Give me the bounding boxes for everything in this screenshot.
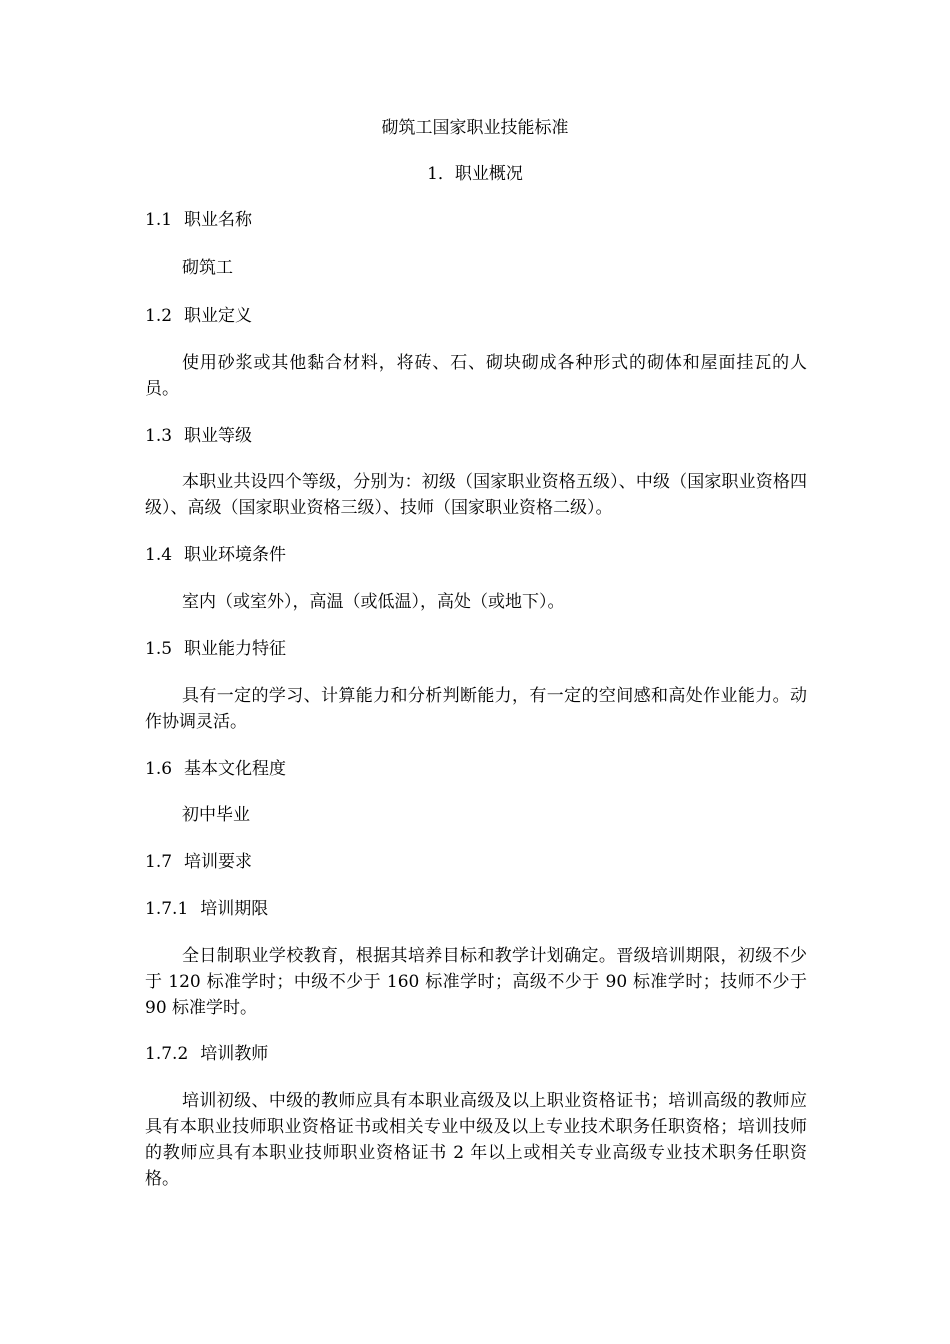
section-title: 职业名称 — [184, 210, 253, 230]
section-number: 1.2 — [145, 306, 173, 326]
section-title: 职业等级 — [184, 426, 253, 446]
section-title: 基本文化程度 — [184, 759, 287, 779]
section-title: 职业环境条件 — [184, 545, 287, 565]
section-body-1-6: 初中毕业 — [182, 805, 250, 825]
section-body-1-5: 具有一定的学习、计算能力和分析判断能力，有一定的空间感和高处作业能力。动作协调灵活。 — [145, 686, 807, 732]
section-body-1-7-2: 培训初级、中级的教师应具有本职业高级及以上职业资格证书；培训高级的教师应具有本职业技师职业资格证书或相关专业中级及以上专业技术职务任职资格；培训技师的教师应具有本职业技师职业资格证书 2 年以上或相关专业高级专业技术职务任职资格。 — [145, 1091, 807, 1189]
section-number: 1.5 — [145, 639, 173, 659]
section-heading-1-2 — [145, 304, 252, 328]
section-title: 培训期限 — [200, 899, 269, 919]
section-body-1-2: 使用砂浆或其他黏合材料，将砖、石、砌块砌成各种形式的砌体和屋面挂瓦的人员。 — [145, 353, 807, 399]
section-heading-1-3 — [145, 424, 252, 448]
section-heading-1-7-2 — [145, 1042, 268, 1066]
section-title: 职业定义 — [184, 306, 253, 326]
section-heading-1-7-1 — [145, 897, 268, 921]
section-heading-1-1 — [145, 208, 252, 232]
section-heading-1-5 — [145, 637, 286, 661]
section-title: 职业能力特征 — [184, 639, 287, 659]
section-number: 1.7.1 — [145, 899, 189, 919]
section-number: 1.4 — [145, 545, 173, 565]
section-body-1-4: 室内（或室外），高温（或低温），高处（或地下）。 — [182, 592, 565, 612]
section-number: 1.6 — [145, 759, 173, 779]
section-heading-1-7 — [145, 850, 252, 874]
section-number: 1.1 — [145, 210, 173, 230]
section-body-1-7-1: 全日制职业学校教育，根据其培养目标和教学计划确定。晋级培训期限，初级不少于 120 标准学时；中级不少于 160 标准学时；高级不少于 90 标准学时；技师不少于 90 标准学时。 — [145, 946, 807, 1018]
chapter-heading: 1．职业概况 — [427, 164, 523, 184]
section-title: 培训要求 — [184, 852, 253, 872]
section-heading-1-6 — [145, 757, 286, 781]
document-title: 砌筑工国家职业技能标准 — [381, 118, 569, 138]
section-number: 1.7 — [145, 852, 173, 872]
section-number: 1.3 — [145, 426, 173, 446]
section-number: 1.7.2 — [145, 1044, 189, 1064]
section-body-1-1: 砌筑工 — [182, 258, 233, 278]
section-heading-1-4 — [145, 543, 286, 567]
section-body-1-3: 本职业共设四个等级，分别为：初级（国家职业资格五级）、中级（国家职业资格四级）、高级（国家职业资格三级）、技师（国家职业资格二级）。 — [145, 472, 807, 518]
section-title: 培训教师 — [200, 1044, 269, 1064]
